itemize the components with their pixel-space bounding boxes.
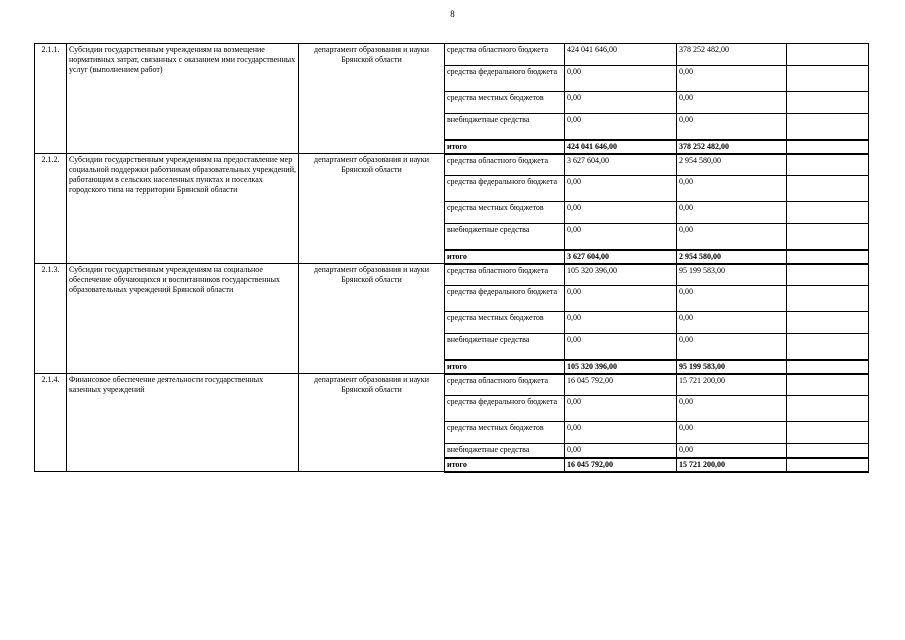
empty-cell — [787, 44, 869, 66]
amount-column-2: 378 252 482,00 — [677, 140, 787, 154]
amount-column-2: 0,00 — [677, 334, 787, 360]
amount-column-2: 0,00 — [677, 444, 787, 458]
funding-source: итого — [445, 458, 565, 472]
empty-cell — [787, 92, 869, 114]
item-name: Субсидии государственным учреждениям на социальное обеспечение обучающихся и воспитанников государственных образовательных учреждений Брянской области — [67, 264, 299, 374]
amount-column-1: 3 627 604,00 — [565, 250, 677, 264]
amount-column-1: 0,00 — [565, 202, 677, 224]
empty-cell — [787, 250, 869, 264]
amount-column-2: 15 721 200,00 — [677, 458, 787, 472]
funding-source: средства федерального бюджета — [445, 176, 565, 202]
empty-cell — [787, 224, 869, 250]
responsible-department: департамент образования и науки Брянской области — [299, 154, 445, 264]
item-name: Субсидии государственным учреждениям на предоставление мер социальной поддержки работникам образовательных учреждений, работающим в сельских населенных пунктах и поселках городского типа на территории Брянской области — [67, 154, 299, 264]
item-number: 2.1.2. — [35, 154, 67, 264]
amount-column-1: 16 045 792,00 — [565, 458, 677, 472]
amount-column-1: 0,00 — [565, 422, 677, 444]
empty-cell — [787, 396, 869, 422]
funding-source: средства местных бюджетов — [445, 312, 565, 334]
amount-column-1: 3 627 604,00 — [565, 154, 677, 176]
funding-source: средства федерального бюджета — [445, 286, 565, 312]
funding-source: средства областного бюджета — [445, 374, 565, 396]
funding-source: итого — [445, 140, 565, 154]
amount-column-1: 0,00 — [565, 114, 677, 140]
responsible-department: департамент образования и науки Брянской области — [299, 44, 445, 154]
empty-cell — [787, 444, 869, 458]
table-row — [35, 374, 869, 396]
amount-column-1: 0,00 — [565, 334, 677, 360]
amount-column-1: 0,00 — [565, 396, 677, 422]
item-number: 2.1.1. — [35, 44, 67, 154]
item-name: Финансовое обеспечение деятельности государственных казенных учреждений — [67, 374, 299, 472]
funding-source: итого — [445, 360, 565, 374]
amount-column-2: 15 721 200,00 — [677, 374, 787, 396]
funding-source: средства областного бюджета — [445, 264, 565, 286]
amount-column-1: 0,00 — [565, 224, 677, 250]
empty-cell — [787, 286, 869, 312]
amount-column-1: 0,00 — [565, 92, 677, 114]
empty-cell — [787, 66, 869, 92]
responsible-department: департамент образования и науки Брянской области — [299, 374, 445, 472]
item-number: 2.1.4. — [35, 374, 67, 472]
amount-column-2: 0,00 — [677, 312, 787, 334]
responsible-department: департамент образования и науки Брянской области — [299, 264, 445, 374]
empty-cell — [787, 422, 869, 444]
funding-source: средства областного бюджета — [445, 154, 565, 176]
empty-cell — [787, 360, 869, 374]
funding-source: средства местных бюджетов — [445, 92, 565, 114]
budget-table — [34, 43, 869, 473]
table-row — [35, 154, 869, 176]
empty-cell — [787, 140, 869, 154]
amount-column-1: 0,00 — [565, 312, 677, 334]
amount-column-2: 2 954 580,00 — [677, 154, 787, 176]
funding-source: внебюджетные средства — [445, 114, 565, 140]
funding-source: средства местных бюджетов — [445, 202, 565, 224]
amount-column-1: 0,00 — [565, 444, 677, 458]
funding-source: итого — [445, 250, 565, 264]
amount-column-2: 0,00 — [677, 176, 787, 202]
item-name: Субсидии государственным учреждениям на возмещение нормативных затрат, связанных с оказанием ими государственных услуг (выполнением работ) — [67, 44, 299, 154]
page-number: 8 — [450, 9, 455, 19]
funding-source: средства местных бюджетов — [445, 422, 565, 444]
amount-column-1: 105 320 396,00 — [565, 264, 677, 286]
amount-column-2: 95 199 583,00 — [677, 360, 787, 374]
amount-column-2: 0,00 — [677, 224, 787, 250]
amount-column-2: 378 252 482,00 — [677, 44, 787, 66]
table-row — [35, 44, 869, 66]
amount-column-1: 424 041 646,00 — [565, 140, 677, 154]
funding-source: средства федерального бюджета — [445, 66, 565, 92]
funding-source: внебюджетные средства — [445, 334, 565, 360]
amount-column-2: 0,00 — [677, 422, 787, 444]
empty-cell — [787, 334, 869, 360]
amount-column-2: 0,00 — [677, 396, 787, 422]
funding-source: внебюджетные средства — [445, 444, 565, 458]
amount-column-2: 0,00 — [677, 66, 787, 92]
empty-cell — [787, 176, 869, 202]
funding-source: средства областного бюджета — [445, 44, 565, 66]
empty-cell — [787, 154, 869, 176]
amount-column-2: 95 199 583,00 — [677, 264, 787, 286]
empty-cell — [787, 312, 869, 334]
empty-cell — [787, 458, 869, 472]
amount-column-2: 0,00 — [677, 114, 787, 140]
amount-column-2: 0,00 — [677, 286, 787, 312]
funding-source: внебюджетные средства — [445, 224, 565, 250]
empty-cell — [787, 264, 869, 286]
amount-column-1: 16 045 792,00 — [565, 374, 677, 396]
amount-column-1: 424 041 646,00 — [565, 44, 677, 66]
empty-cell — [787, 202, 869, 224]
amount-column-1: 0,00 — [565, 176, 677, 202]
amount-column-1: 105 320 396,00 — [565, 360, 677, 374]
amount-column-1: 0,00 — [565, 286, 677, 312]
funding-source: средства федерального бюджета — [445, 396, 565, 422]
empty-cell — [787, 374, 869, 396]
amount-column-1: 0,00 — [565, 66, 677, 92]
amount-column-2: 0,00 — [677, 202, 787, 224]
item-number: 2.1.3. — [35, 264, 67, 374]
table-row — [35, 264, 869, 286]
amount-column-2: 2 954 580,00 — [677, 250, 787, 264]
empty-cell — [787, 114, 869, 140]
amount-column-2: 0,00 — [677, 92, 787, 114]
